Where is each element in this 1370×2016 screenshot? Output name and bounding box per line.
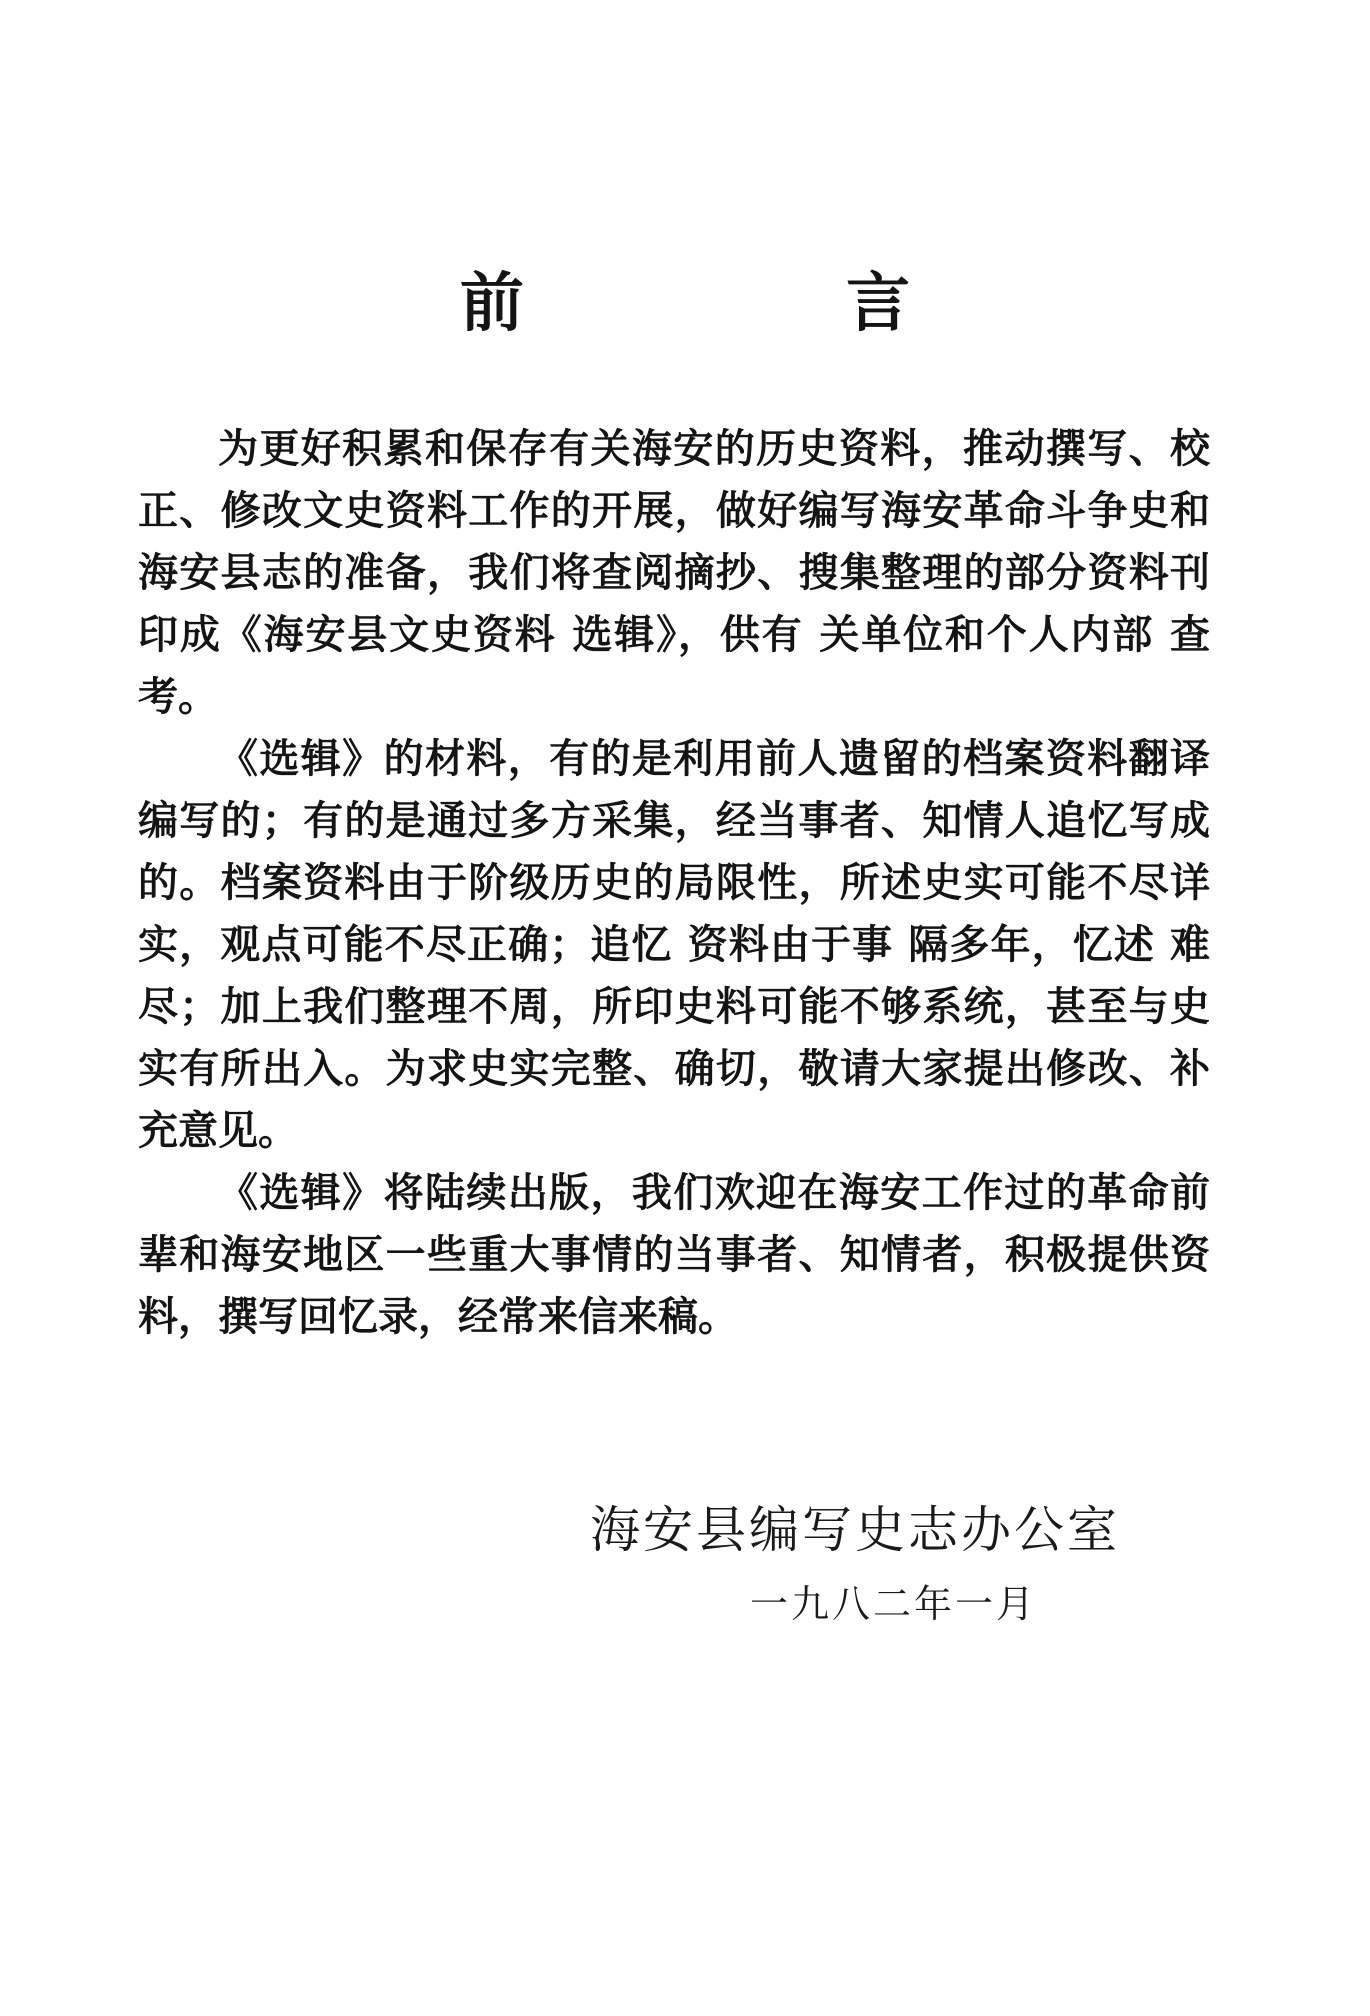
page-title: 前 言 (459, 266, 1061, 341)
preface-body (138, 418, 1210, 1348)
paragraph-2: 《选辑》的材料，有的是利用前人遗留的档案资料翻译编写的；有的是通过多方采集，经当事者、知情人追忆写成的。档案资料由于阶级历史的局限性，所述史实可能不尽详实，观点可能不尽正确；追忆 资料由于事 隔多年，忆述 难尽；加上我们整理不周，所印史料可能不够系统，甚至与史实有所出入。为求史实完整、确切，敬请大家提出修改、补充意见。 (138, 735, 1210, 1154)
signature-date: 一九八二年一月 (750, 1582, 1038, 1626)
paragraph-1: 为更好积累和保存有关海安的历史资料，推动撰写、校正、修改文史资料工作的开展，做好编写海安革命斗争史和海安县志的准备，我们将查阅摘抄、搜集整理的部分资料刊印成《海安县文史资料 选辑》，供有 关单位和个人内部 查考。 (138, 425, 1210, 720)
paragraph-3: 《选辑》将陆续出版，我们欢迎在海安工作过的革命前辈和海安地区一些重大事情的当事者、知情者，积极提供资料，撰写回忆录，经常来信来稿。 (138, 1169, 1210, 1340)
signature-organization: 海安县编写史志办公室 (590, 1501, 1120, 1559)
